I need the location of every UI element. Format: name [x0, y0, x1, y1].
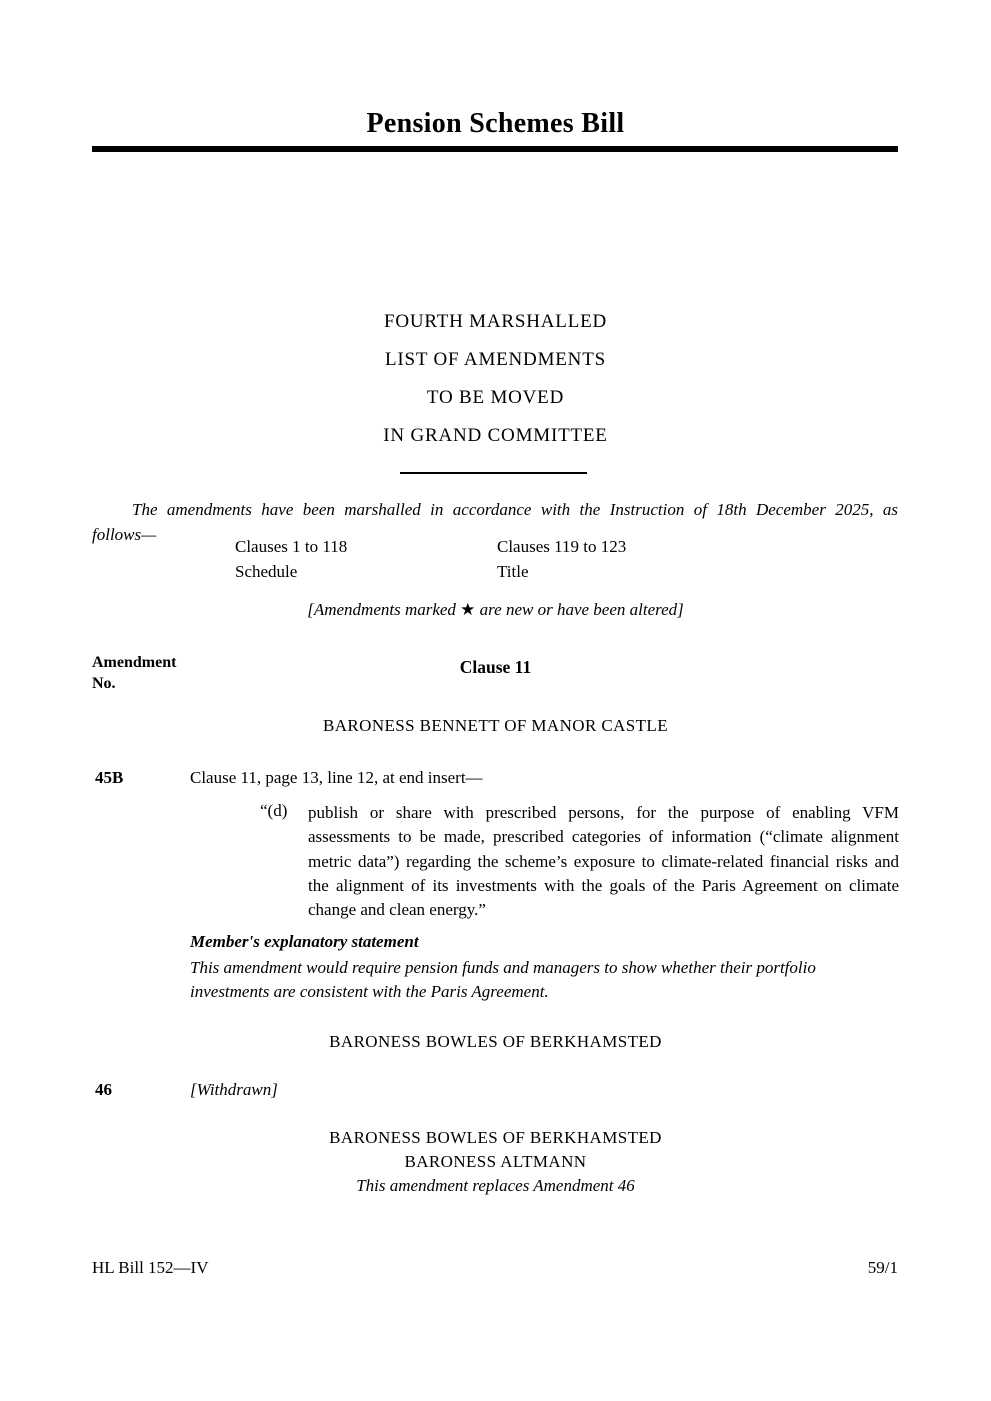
sponsor-heading-bowles-2: BARONESS BOWLES OF BERKHAMSTED — [329, 1128, 662, 1147]
insert-paragraph-text: publish or share with prescribed persons, for the purpose of enabling VFM assessments to be made, prescribed categories of information (“climate alignment metric data”) regarding the scheme’s exposure to climate-related financial risks and the alignment of its investments with the goals of the Paris Agreement on climate change and clean energy.” — [308, 803, 899, 920]
amendment-46-status: [Withdrawn] — [190, 1080, 278, 1099]
order-item-clauses-1: Clauses 1 to 118 — [235, 537, 348, 556]
masthead-line-3: TO BE MOVED — [426, 387, 565, 408]
amendment-no-label-line1: Amendment — [92, 654, 177, 671]
masthead-line-2: LIST OF AMENDMENTS — [385, 349, 606, 370]
sponsor-replacement-note: This amendment replaces Amendment 46 — [356, 1176, 635, 1195]
amendment-number-45b: 45B — [95, 768, 124, 787]
masthead-line-1: FOURTH MARSHALLED — [383, 311, 608, 332]
footer-page-reference: 59/1 — [867, 1258, 898, 1277]
order-column-right — [497, 534, 626, 584]
amendment-no-label-line2: No. — [92, 675, 116, 692]
sponsor-group — [0, 1126, 991, 1198]
marshalling-note-line1: The amendments have been marshalled in accordance with the Instruction of 18th December 2025, as — [132, 500, 898, 519]
insert-paragraph-label: “(d) — [260, 801, 288, 820]
order-column-left — [235, 534, 347, 584]
sponsor-heading-altmann: BARONESS ALTMANN — [404, 1152, 587, 1171]
explanatory-statement-text: This amendment would require pension funds and managers to show whether their portfolio investments are consistent with the Paris Agreement. — [190, 958, 816, 1001]
title-double-rule — [92, 146, 898, 152]
bill-title: Pension Schemes Bill — [366, 108, 625, 139]
amendment-number-46: 46 — [95, 1080, 112, 1099]
star-legend-note: [Amendments marked ★ are new or have been altered] — [307, 600, 684, 619]
marshalling-note — [92, 497, 898, 547]
order-item-title: Title — [497, 562, 529, 581]
masthead — [0, 303, 991, 455]
sponsor-heading-bowles: BARONESS BOWLES OF BERKHAMSTED — [329, 1032, 662, 1051]
sponsor-heading-bennett: BARONESS BENNETT OF MANOR CASTLE — [323, 716, 668, 735]
explanatory-statement-heading: Member's explanatory statement — [190, 932, 419, 951]
marshalling-note-line2: follows— — [92, 525, 157, 544]
order-item-clauses-2: Clauses 119 to 123 — [497, 537, 627, 556]
masthead-line-4: IN GRAND COMMITTEE — [383, 425, 608, 446]
amendment-45b-instruction: Clause 11, page 13, line 12, at end insert— — [190, 768, 483, 787]
footer-bill-reference: HL Bill 152—IV — [92, 1258, 209, 1277]
order-item-schedule: Schedule — [235, 562, 298, 581]
clause-heading: Clause 11 — [459, 657, 532, 677]
separator-rule — [400, 472, 587, 474]
